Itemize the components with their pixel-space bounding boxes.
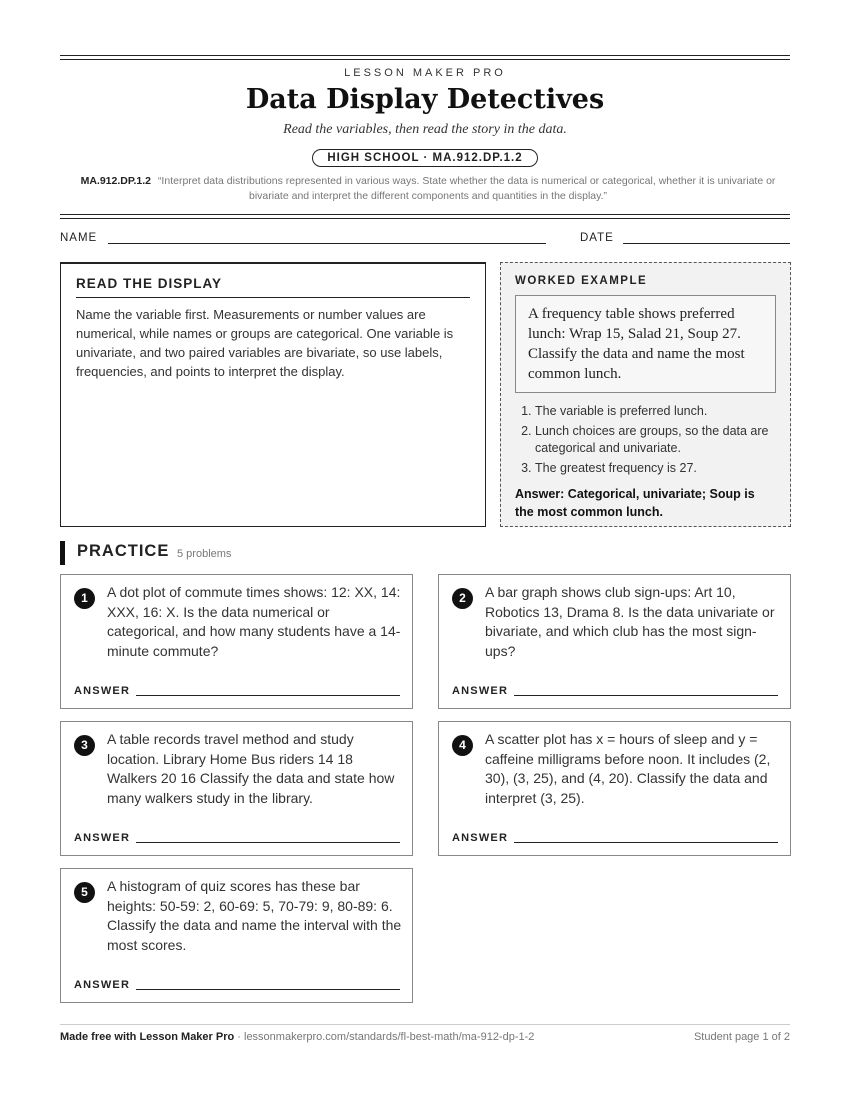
header-divider-thin (60, 218, 790, 219)
answer-field[interactable] (136, 842, 400, 843)
name-label: NAME (60, 232, 98, 244)
answer-field[interactable] (514, 842, 778, 843)
read-display-box (60, 262, 486, 527)
footer-divider (60, 1024, 790, 1025)
worked-example-step: 3. The greatest frequency is 27. (535, 460, 776, 477)
answer-label: ANSWER (74, 979, 131, 991)
page-indicator: Student page 1 of 2 (693, 1031, 790, 1043)
problem-card (60, 574, 413, 709)
name-field[interactable] (108, 243, 546, 244)
problem-text: A table records travel method and study location. Library Home Bus riders 14 18 Walkers 20 16 Classify the data and state how many walkers study in the library. (107, 731, 395, 806)
top-rule (60, 55, 790, 56)
header-divider (60, 214, 790, 215)
problem-card (438, 574, 791, 709)
worked-example-steps (515, 403, 776, 477)
standard-description (78, 174, 778, 204)
practice-title: PRACTICE (77, 542, 170, 560)
problem-text: A bar graph shows club sign-ups: Art 10, Robotics 13, Drama 8. Is the data univariate or bivariate, and which club has the most sign-ups? (485, 584, 775, 659)
answer-label: ANSWER (74, 832, 131, 844)
problem-number: 1 (74, 588, 95, 609)
read-display-body: Name the variable first. Measurements or number values are numerical, while names or groups are categorical. One variable is univariate, and two paired variables are bivariate, so use labels, frequencies, and points to interpret the display. (76, 307, 454, 379)
worked-example-heading: WORKED EXAMPLE (515, 275, 648, 287)
problem-number: 5 (74, 882, 95, 903)
answer-label: ANSWER (74, 685, 131, 697)
practice-accent-bar (60, 541, 65, 565)
footer-made-with: Made free with Lesson Maker Pro (60, 1031, 235, 1043)
worked-example-prompt: A frequency table shows preferred lunch: Wrap 15, Salad 21, Soup 27. Classify the data and name the most common lunch. (515, 295, 776, 393)
problem-card (438, 721, 791, 856)
date-label: DATE (580, 232, 614, 244)
page-title: Data Display Detectives (245, 84, 605, 115)
top-rule-thin (60, 59, 790, 60)
worked-example-box (500, 262, 791, 527)
footer-credit (60, 1031, 534, 1043)
standard-code: MA.912.DP.1.2 (80, 175, 152, 187)
answer-field[interactable] (514, 695, 778, 696)
read-display-heading: READ THE DISPLAY (76, 276, 470, 298)
page-subtitle: Read the variables, then read the story in the data. (283, 122, 567, 137)
problem-text: A histogram of quiz scores has these bar heights: 50-59: 2, 60-69: 5, 70-79: 9, 80-89: 6. Classify the data and name the interval with the most scores. (107, 878, 402, 953)
worked-example-step: 1. The variable is preferred lunch. (535, 403, 776, 420)
problem-number: 2 (452, 588, 473, 609)
worked-example-answer: Answer: Categorical, univariate; Soup is the most common lunch. (515, 487, 755, 519)
problem-number: 4 (452, 735, 473, 756)
worked-example-step: 2. Lunch choices are groups, so the data are categorical and univariate. (535, 423, 776, 457)
answer-field[interactable] (136, 695, 400, 696)
level-badge: HIGH SCHOOL · MA.912.DP.1.2 (312, 149, 537, 167)
problem-text: A dot plot of commute times shows: 12: XX, 14: XXX, 16: X. Is the data numerical or categorical, and how many students have a 14-minute commute? (107, 584, 401, 659)
problem-number: 3 (74, 735, 95, 756)
practice-count: 5 problems (177, 548, 232, 560)
footer-url[interactable]: · lessonmakerpro.com/standards/fl-best-math/ma-912-dp-1-2 (234, 1031, 535, 1043)
standard-text: “Interpret data distributions represented in various ways. State whether the data is numerical or categorical, whether it is univariate or bivariate and interpret the different components and quantities in the display.” (157, 175, 776, 202)
brand-name: LESSON MAKER PRO (344, 67, 506, 79)
problem-card (60, 721, 413, 856)
problem-card (60, 868, 413, 1003)
date-field[interactable] (623, 243, 790, 244)
answer-label: ANSWER (452, 832, 509, 844)
problem-text: A scatter plot has x = hours of sleep and y = caffeine milligrams before noon. It includes (2, 30), (3, 25), and (4, 20). Classify the data and interpret (3, 25). (485, 731, 771, 806)
answer-label: ANSWER (452, 685, 509, 697)
answer-field[interactable] (136, 989, 400, 990)
